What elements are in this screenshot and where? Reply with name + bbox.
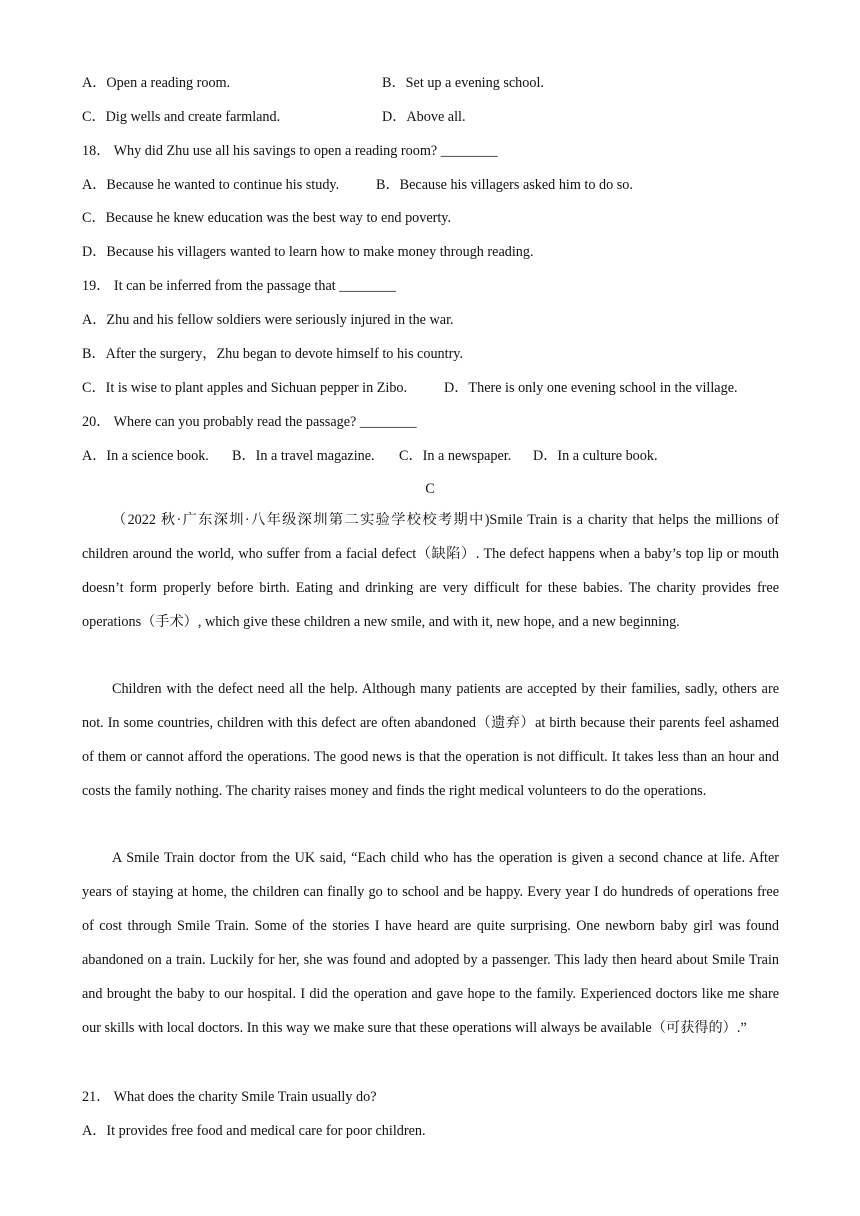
- q20-option-d: D．In a culture book.: [533, 448, 658, 464]
- q17-option-b: B．Set up a evening school.: [382, 75, 544, 91]
- section-heading: C: [425, 481, 435, 497]
- passage-paragraph-1: （2022 秋·广东深圳·八年级深圳第二实验学校校考期中)Smile Train is a charity that helps the millions of children around the world, who suffer from a facial defect（缺陷）. The defect happens when a baby’s top lip or mouth doesn’t form properly before birth. Eating and drinking are very difficult for these babies. The charity provides free operations（手术）, which give these children a new smile, and with it, new hope, and a new beginning.: [82, 512, 779, 630]
- q19-option-a: A．Zhu and his fellow soldiers were seriously injured in the war.: [82, 312, 454, 328]
- passage-paragraph-3: A Smile Train doctor from the UK said, “Each child who has the operation is given a second chance at life. After years of staying at home, the children can finally go to school and be happy. Every year I do hundreds of operations free of cost through Smile Train. Some of the stories I have heard are quite surprising. One newborn baby girl was found abandoned on a train. Luckily for her, she was found and adopted by a passenger. This lady then heard about Smile Train and brought the baby to our hospital. I did the operation and gave hope to the family. Experienced doctors like me share our skills with local doctors. In this way we make sure that these operations will always be available（可获得的）.”: [82, 850, 779, 1036]
- q20-option-a: A．In a science book.: [82, 448, 209, 464]
- q20-stem: 20． Where can you probably read the passage? ________: [82, 414, 417, 430]
- q17-option-a: A．Open a reading room.: [82, 75, 231, 91]
- q19-option-c: C．It is wise to plant apples and Sichuan pepper in Zibo.: [82, 380, 408, 396]
- passage-paragraph-2: Children with the defect need all the help. Although many patients are accepted by their families, sadly, others are not. In some countries, children with this defect are often abandoned（遗弃）at birth because their parents feel ashamed of them or cannot afford the operations. The good news is that the operation is not difficult. It takes less than an hour and costs the family nothing. The charity raises money and finds the right medical volunteers to do the operations.: [82, 681, 779, 799]
- q21-stem: 21． What does the charity Smile Train usually do?: [82, 1089, 377, 1105]
- q19-option-d: D．There is only one evening school in the village.: [444, 380, 738, 396]
- q17-option-c: C．Dig wells and create farmland.: [82, 109, 281, 125]
- q19-option-b: B．After the surgery，Zhu began to devote himself to his country.: [82, 346, 464, 362]
- q18-option-d: D．Because his villagers wanted to learn how to make money through reading.: [82, 244, 534, 260]
- q21-option-a: A．It provides free food and medical care for poor children.: [82, 1123, 426, 1139]
- q18-stem: 18． Why did Zhu use all his savings to open a reading room? ________: [82, 143, 498, 159]
- q18-option-b: B．Because his villagers asked him to do so.: [376, 177, 633, 193]
- q17-option-d: D．Above all.: [382, 109, 466, 125]
- q18-option-a: A．Because he wanted to continue his study.: [82, 177, 340, 193]
- q20-option-c: C．In a newspaper.: [399, 448, 512, 464]
- q20-option-b: B．In a travel magazine.: [232, 448, 375, 464]
- q18-option-c: C．Because he knew education was the best way to end poverty.: [82, 210, 452, 226]
- q19-stem: 19． It can be inferred from the passage that ________: [82, 278, 396, 294]
